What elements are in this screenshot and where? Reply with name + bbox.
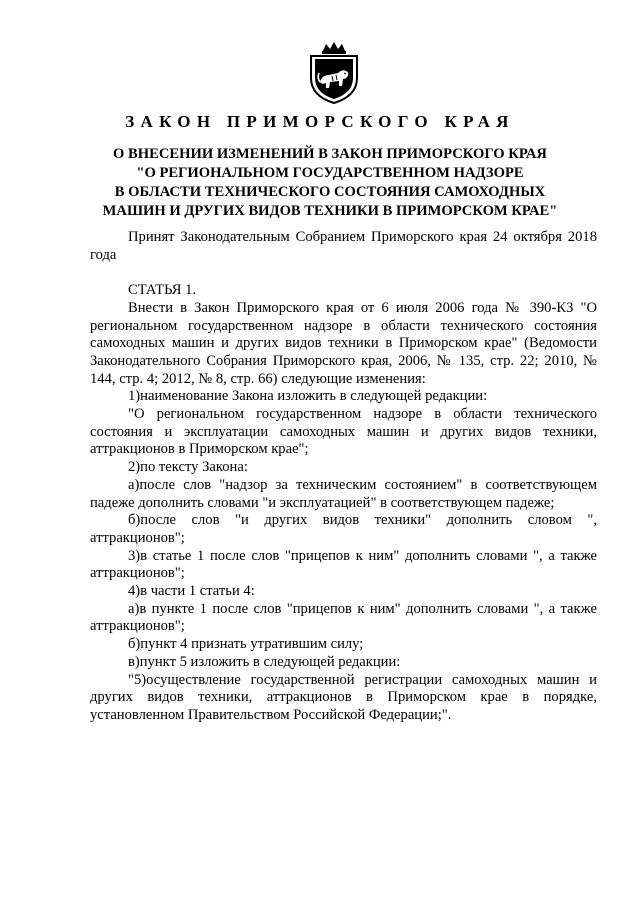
law-subtitle [60, 145, 600, 221]
subtitle-line: "О РЕГИОНАЛЬНОМ ГОСУДАРСТВЕННОМ НАДЗОРЕ [136, 165, 524, 181]
amendment-item: а)после слов "надзор за техническим состоянием" в соответствующем падеже дополнить словами "и эксплуатацией" в соответствующем падеже; [90, 476, 597, 511]
coat-of-arms-icon [309, 42, 359, 104]
amendment-item: б)пункт 4 признать утратившим силу; [128, 636, 364, 653]
amendment-item: 2)по тексту Закона: [128, 459, 248, 476]
amendment-item: б)после слов "и других видов техники" дополнить словом ", аттракционов"; [90, 512, 597, 546]
article-heading: СТАТЬЯ 1. [128, 282, 197, 299]
subtitle-line: В ОБЛАСТИ ТЕХНИЧЕСКОГО СОСТОЯНИЯ САМОХОДНЫХ [114, 184, 546, 200]
article-intro: Внести в Закон Приморского края от 6 июля 2006 года № 390-КЗ "О региональном государственном надзоре в области технического состояния самоходных машин и других видов техники в Приморском крае" (Ведомости Законодательного Собрания Приморского края, 2006, № 135, стр. 22; 2010, № 144, стр. 4; 2012, № 8, стр. 66) следующие изменения: [90, 299, 597, 387]
amendment-item: а)в пункте 1 после слов "прицепов к ним" дополнить словами ", а также аттракционов"; [90, 600, 597, 635]
amendment-item: "5)осуществление государственной регистрации самоходных машин и других видов техники, аттракционов в Приморском крае в порядке, установленном Правительством Российской Федерации;". [90, 671, 597, 723]
amendment-item: 1)наименование Закона изложить в следующей редакции: [128, 388, 488, 405]
adoption-note: Принят Законодательным Собранием Приморского края 24 октября 2018 года [90, 229, 597, 263]
law-title: ЗАКОН ПРИМОРСКОГО КРАЯ [125, 112, 515, 131]
law-body [90, 229, 597, 725]
amendment-item: 3)в статье 1 после слов "прицепов к ним" дополнить словами ", а также аттракционов"; [90, 547, 597, 582]
subtitle-line: О ВНЕСЕНИИ ИЗМЕНЕНИЙ В ЗАКОН ПРИМОРСКОГО КРАЯ [113, 146, 547, 162]
subtitle-line: МАШИН И ДРУГИХ ВИДОВ ТЕХНИКИ В ПРИМОРСКОМ КРАЕ" [102, 203, 558, 219]
amendment-item: "О региональном государственном надзоре в области технического состояния и эксплуатации самоходных машин и других видов техники, аттракционов в Приморском крае"; [90, 406, 597, 458]
amendment-item: в)пункт 5 изложить в следующей редакции: [128, 653, 401, 670]
amendment-item: 4)в части 1 статьи 4: [128, 583, 255, 600]
